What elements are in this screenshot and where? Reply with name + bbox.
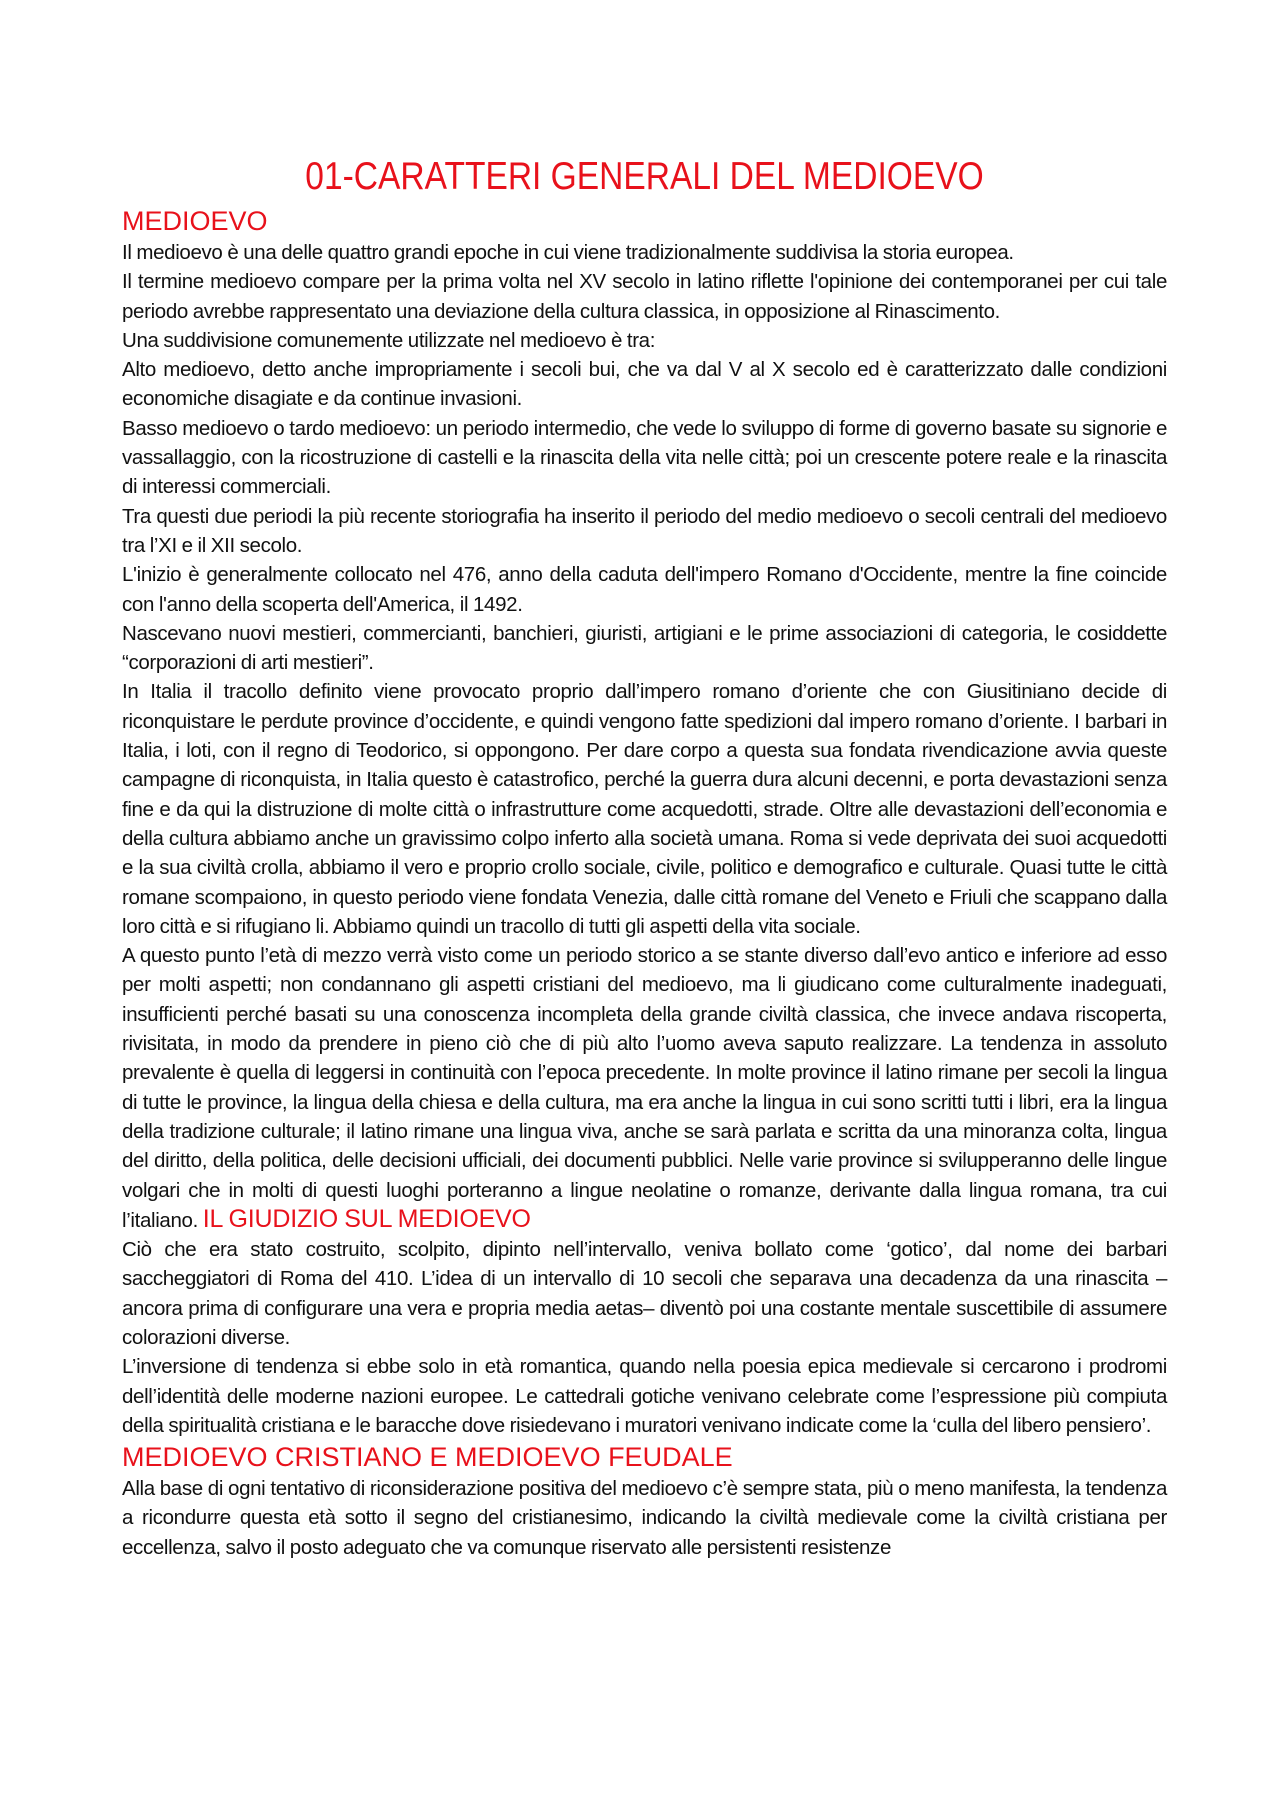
paragraph-with-inline-heading [122, 941, 1167, 1235]
section-heading-giudizio: IL GIUDIZIO SUL MEDIOEVO [202, 1204, 531, 1233]
document-title: 01-CARATTERI GENERALI DEL MEDIOEVO [305, 155, 984, 198]
document-page [122, 150, 1167, 1562]
section-heading-cristiano-feudale: MEDIOEVO CRISTIANO E MEDIOEVO FEUDALE [122, 1442, 733, 1473]
paragraph-text: A questo punto l’età di mezzo verrà visto come un periodo storico a se stante diverso dall’evo antico e inferiore ad esso per molti aspetti; non condannano gli aspetti cristiani del medioevo, ma li giudicano come culturalmente inadeguati, insufficienti perché basati su una conoscenza incompleta della grande civiltà classica, che invece andava riscoperta, rivisitata, in modo da prendere in pieno ciò che di più alto l’uomo aveva saputo realizzare. La tendenza in assoluto prevalente è quella di leggersi in continuità con l’epoca precedente. In molte province il latino rimane per secoli la lingua di tutte le province, la lingua della chiesa e della cultura, ma era anche la lingua in cui sono scritti tutti i libri, era la lingua della tradizione culturale; il latino rimane una lingua viva, anche se sarà parlata e scritta da una minoranza colta, lingua del diritto, della politica, delle decisioni ufficiali, dei documenti pubblici. Nelle varie province si svilupperanno delle lingue volgari che in molti di questi luoghi porteranno a lingue neolatine o romanze, derivante dalla lingua romana, tra cui l’italiano. [122, 944, 1167, 1232]
paragraph: Il termine medioevo compare per la prima volta nel XV secolo in latino riflette l'opinione dei contemporanei per cui tale periodo avrebbe rappresentato una deviazione della cultura classica, in opposizione al Rinascimento. [122, 270, 1167, 323]
paragraph: Basso medioevo o tardo medioevo: un periodo intermedio, che vede lo sviluppo di forme di governo basate su signorie e vassallaggio, con la ricostruzione di castelli e la rinascita della vita nelle città; poi un crescente potere reale e la rinascita di interessi commerciali. [122, 416, 1167, 499]
paragraph: Una suddivisione comunemente utilizzate nel medioevo è tra: [122, 328, 656, 352]
paragraph: In Italia il tracollo definito viene provocato proprio dall’impero romano d’oriente che con Giusitiniano decide di riconquistare le perdute province d’occidente, e quindi vengono fatte spedizioni dal impero romano d’oriente. I barbari in Italia, i loti, con il regno di Teodorico, si oppongono. Per dare corpo a questa sua fondata rivendicazione avvia queste campagne di riconquista, in Italia questo è catastrofico, perché la guerra dura alcuni decenni, e porta devastazioni senza fine e da qui la distruzione di molte città o infrastrutture come acquedotti, strade. Oltre alle devastazioni dell’economia e della cultura abbiamo anche un gravissimo colpo inferto alla società umana. Roma si vede deprivata dei suoi acquedotti e la sua civiltà crolla, abbiamo il vero e proprio crollo sociale, civile, politico e demografico e culturale. Quasi tutte le città romane scompaiono, in questo periodo viene fondata Venezia, dalle città romane del Veneto e Friuli che scappano dalla loro città e si rifugiano li. Abbiamo quindi un tracollo di tutti gli aspetti della vita sociale. [122, 680, 1167, 938]
paragraph: Il medioevo è una delle quattro grandi epoche in cui viene tradizionalmente suddivisa la storia europea. [122, 241, 1014, 264]
paragraph: L’inversione di tendenza si ebbe solo in età romantica, quando nella poesia epica medievale si cercarono i prodromi dell’identità delle moderne nazioni europee. Le cattedrali gotiche venivano celebrate come l’espressione più compiuta della spiritualità cristiana e le baracche dove risiedevano i muratori venivano indicate come la ‘culla del libero pensiero’. [122, 1355, 1167, 1437]
paragraph: Alto medioevo, detto anche impropriamente i secoli bui, che va dal V al X secolo ed è caratterizzato dalle condizioni economiche disagiate e da continue invasioni. [122, 358, 1167, 411]
paragraph: Nascevano nuovi mestieri, commercianti, banchieri, giuristi, artigiani e le prime associazioni di categoria, le cosiddette “corporazioni di arti mestieri”. [122, 621, 1167, 675]
paragraph: L'inizio è generalmente collocato nel 476, anno della caduta dell'impero Romano d'Occidente, mentre la fine coincide con l'anno della scoperta dell'America, il 1492. [122, 563, 1167, 616]
section-heading-medioevo: MEDIOEVO [122, 206, 268, 236]
paragraph: Alla base di ogni tentativo di riconsiderazione positiva del medioevo c’è sempre stata, più o meno manifesta, la tendenza a ricondurre questa età sotto il segno del cristianesimo, indicando la civiltà medievale come la civiltà cristiana per eccellenza, salvo il posto adeguato che va comunque riservato alle persistenti resistenze [122, 1477, 1167, 1559]
paragraph: Ciò che era stato costruito, scolpito, dipinto nell’intervallo, veniva bollato come ‘gotico’, dal nome dei barbari saccheggiatori di Roma del 410. L’idea di un intervallo di 10 secoli che separava una decadenza da una rinascita – ancora prima di configurare una vera e propria media aetas– diventò poi una costante mentale suscettibile di assumere colorazioni diverse. [122, 1238, 1167, 1349]
paragraph: Tra questi due periodi la più recente storiografia ha inserito il periodo del medio medioevo o secoli centrali del medioevo tra l’XI e il XII secolo. [122, 504, 1167, 557]
